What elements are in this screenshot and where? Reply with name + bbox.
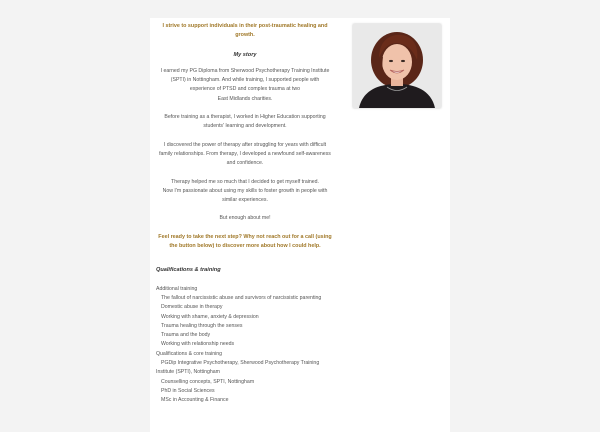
list-item: Counselling concepts, SPTI, Nottingham	[161, 378, 255, 385]
qualifications-heading: Qualifications & training	[156, 267, 221, 274]
cta-line: Feel ready to take the next step? Why not reach out for a call (using	[158, 233, 332, 240]
story-line: family relationships. From therapy, I developed a newfound self-awareness	[159, 150, 331, 157]
story-line: But enough about me!	[219, 215, 271, 222]
list-item: PGDip Integrative Psychotherapy, Sherwood Psychotherapy Training	[161, 360, 320, 367]
story-paragraph	[156, 178, 334, 206]
cta-line: the button below) to discover more about how I could help.	[169, 243, 321, 250]
story-paragraph	[156, 141, 334, 169]
list-item: Working with shame, anxiety & depression	[161, 313, 259, 320]
story-line: students' learning and development.	[203, 123, 287, 130]
list-item: Trauma and the body	[161, 332, 211, 339]
about-section	[156, 22, 334, 406]
story-line: Before training as a therapist, I worked in Higher Education supporting	[164, 114, 326, 121]
story-paragraph	[156, 67, 334, 104]
intro-line: I strive to support individuals in their post-traumatic healing and	[162, 23, 328, 29]
story-line: I discovered the power of therapy after struggling for years with difficult	[163, 141, 327, 148]
qualifications-list	[156, 285, 334, 406]
list-item: Working with relationship needs	[161, 341, 235, 348]
story-line: Therapy helped me so much that I decided to get myself trained.	[171, 178, 319, 185]
intro-line: growth.	[235, 32, 255, 39]
story-body	[156, 67, 334, 251]
story-line: I earned my PG Diploma from Sherwood Psychotherapy Training Institute	[160, 67, 330, 74]
additional-training-label: Additional training	[156, 285, 198, 292]
intro-statement	[156, 22, 334, 41]
story-paragraph	[156, 113, 334, 132]
list-item: MSc in Accounting & Finance	[161, 397, 229, 404]
story-line: East Midlands charities.	[217, 95, 273, 102]
story-line: and confidence.	[226, 160, 264, 167]
list-item: Trauma healing through the senses	[161, 322, 243, 329]
story-paragraph	[156, 214, 334, 223]
story-line: (SPTI) in Nottingham. And while training, I supported people with	[170, 77, 320, 84]
core-training-label: Qualifications & core training	[156, 350, 223, 357]
list-item-continuation: Institute (SPTI), Nottingham	[156, 369, 221, 376]
story-line: similar experiences.	[222, 197, 268, 204]
list-item: PhD in Social Sciences	[161, 387, 215, 394]
story-line: Now I'm passionate about using my skills to foster growth in people with	[162, 187, 328, 194]
story-line: experience of PTSD and complex trauma at two	[189, 86, 301, 93]
list-item: Domestic abuse in therapy	[161, 304, 223, 311]
portrait-image	[353, 24, 441, 108]
therapist-portrait	[353, 24, 441, 108]
call-to-action-text	[156, 233, 334, 252]
list-item: The fallout of narcissistic abuse and survivors of narcissistic parenting	[161, 294, 322, 301]
my-story-heading: My story	[233, 51, 257, 58]
